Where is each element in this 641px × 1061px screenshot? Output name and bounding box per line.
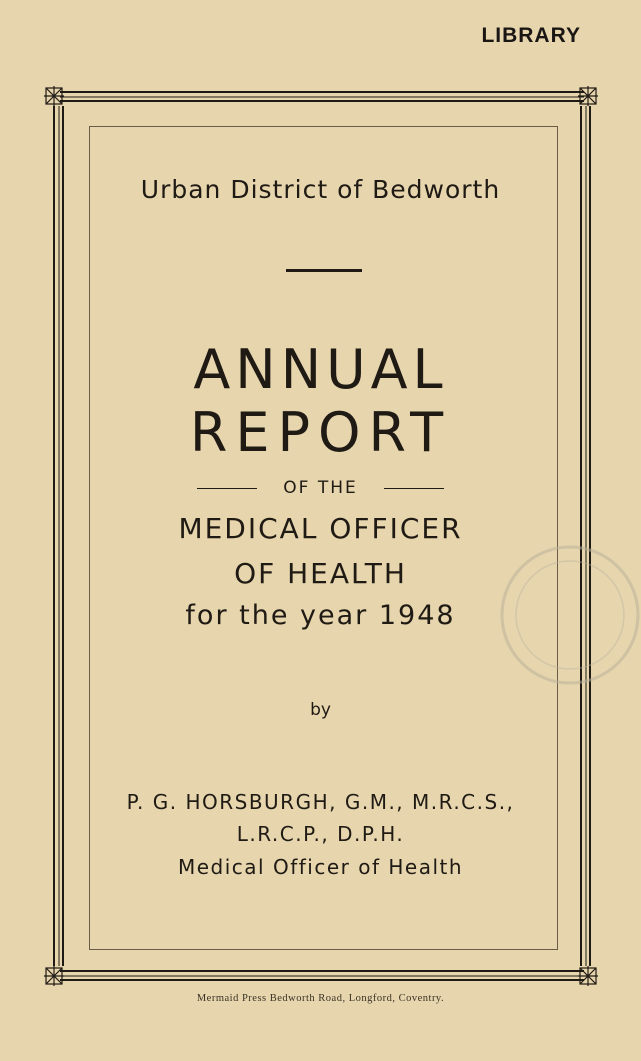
of-the-row [0, 478, 641, 498]
subject-line-2: OF HEALTH [234, 557, 407, 590]
library-stamp: LIBRARY [481, 24, 581, 47]
author-name: P. G. HORSBURGH, G.M., M.R.C.S., [126, 790, 515, 814]
subject-line-1: MEDICAL OFFICER [178, 512, 463, 545]
dash-right [384, 488, 444, 489]
district-heading: Urban District of Bedworth [140, 175, 501, 204]
corner-ornament-icon [578, 86, 598, 106]
title-report: REPORT [189, 401, 452, 464]
corner-ornament-icon [578, 966, 598, 986]
dash-left [197, 488, 257, 489]
corner-ornament-icon [44, 86, 64, 106]
title-annual: ANNUAL [193, 338, 448, 401]
title-divider [286, 269, 362, 272]
author-title: Medical Officer of Health [177, 855, 464, 879]
by-text: by [310, 700, 331, 720]
printer-imprint: Mermaid Press Bedworth Road, Longford, Coventry. [196, 993, 445, 1004]
year-line: for the year 1948 [185, 600, 456, 631]
author-qualifications: L.R.C.P., D.P.H. [236, 822, 405, 846]
corner-ornament-icon [44, 966, 64, 986]
of-the-text: OF THE [283, 478, 358, 498]
